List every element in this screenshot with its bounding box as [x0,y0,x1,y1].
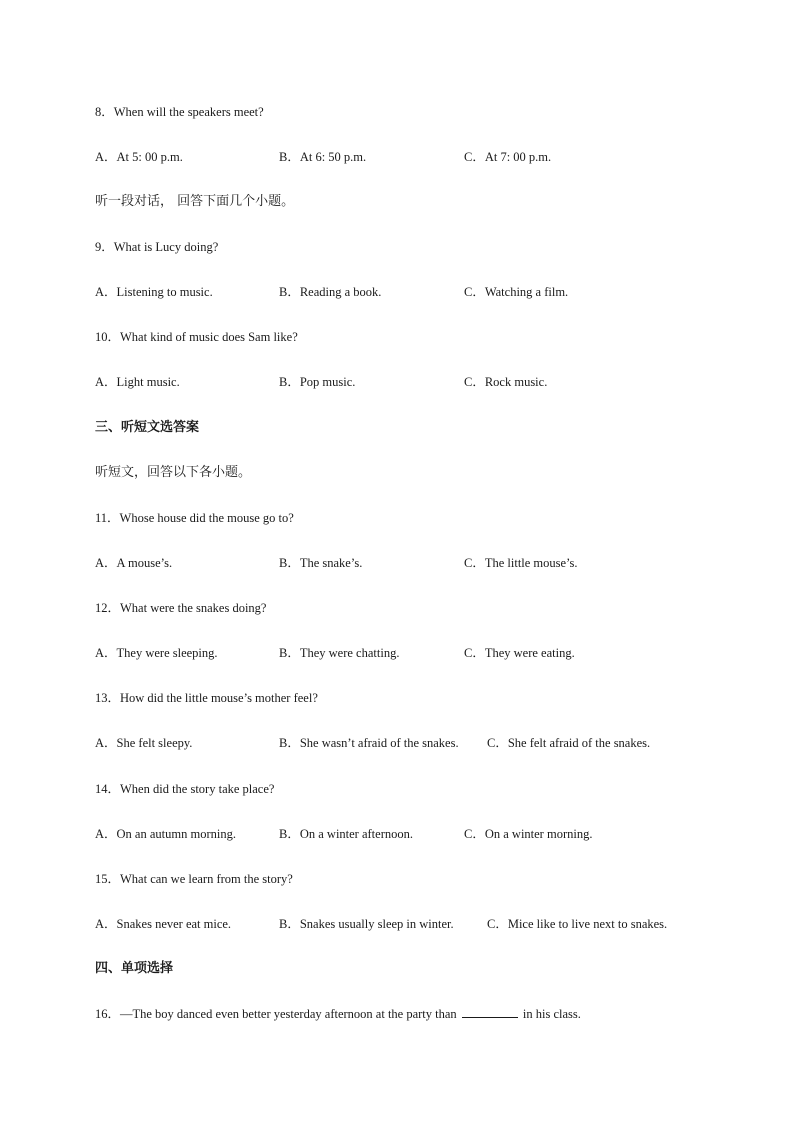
q10-option-a: A．Light music. [95,375,180,389]
q14-option-c: C．On a winter morning. [464,827,593,841]
q9-option-c: C．Watching a film. [464,285,569,299]
q9-option-b: B．Reading a book. [279,285,382,299]
q12-option-b: B．They were chatting. [279,646,400,660]
q16-stem-end: in his class. [522,1007,581,1021]
q10-option-c: C．Rock music. [464,375,548,389]
q14-stem: 14．When did the story take place? [95,782,275,796]
q11-option-a: A．A mouse’s. [95,556,173,570]
q15-stem: 15．What can we learn from the story? [95,872,293,886]
q15-option-a: A．Snakes never eat mice. [95,917,232,931]
q8-option-b: B．At 6: 50 p.m. [279,150,367,164]
q8-option-c: C．At 7: 00 p.m. [464,150,552,164]
q13-stem: 13．How did the little mouse’s mother feel? [95,691,318,705]
q9-option-a: A．Listening to music. [95,285,213,299]
q11-option-c: C．The little mouse’s. [464,556,578,570]
q10-stem: 10．What kind of music does Sam like? [95,330,298,344]
q16-stem-start: 16．—The boy danced even better yesterday afternoon at the party than [95,1007,457,1021]
dialog-instruction: 听一段对话， 回答下面几个小题。 [95,194,295,209]
q14-option-a: A．On an autumn morning. [95,827,236,841]
q15-option-b: B．Snakes usually sleep in winter. [279,917,454,931]
section-3-heading: 三、听短文选答案 [95,420,200,435]
q11-stem: 11．Whose house did the mouse go to? [95,511,294,525]
q15-option-c: C．Mice like to live next to snakes. [487,917,668,931]
q13-option-b: B．She wasn’t afraid of the snakes. [279,736,459,750]
q9-stem: 9．What is Lucy doing? [95,240,219,254]
q12-stem: 12．What were the snakes doing? [95,601,267,615]
q16-answer-blank [462,1006,518,1018]
q16-stem [95,1006,581,1022]
q13-option-a: A．She felt sleepy. [95,736,193,750]
q8-stem: 8．When will the speakers meet? [95,105,264,119]
section-4-heading: 四、单项选择 [95,961,174,976]
q12-option-a: A．They were sleeping. [95,646,218,660]
q11-option-b: B．The snake’s. [279,556,363,570]
q13-option-c: C．She felt afraid of the snakes. [487,736,651,750]
q10-option-b: B．Pop music. [279,375,356,389]
passage-instruction: 听短文，回答以下各小题。 [95,465,252,480]
q8-option-a: A．At 5: 00 p.m. [95,150,183,164]
q12-option-c: C．They were eating. [464,646,575,660]
q14-option-b: B．On a winter afternoon. [279,827,413,841]
